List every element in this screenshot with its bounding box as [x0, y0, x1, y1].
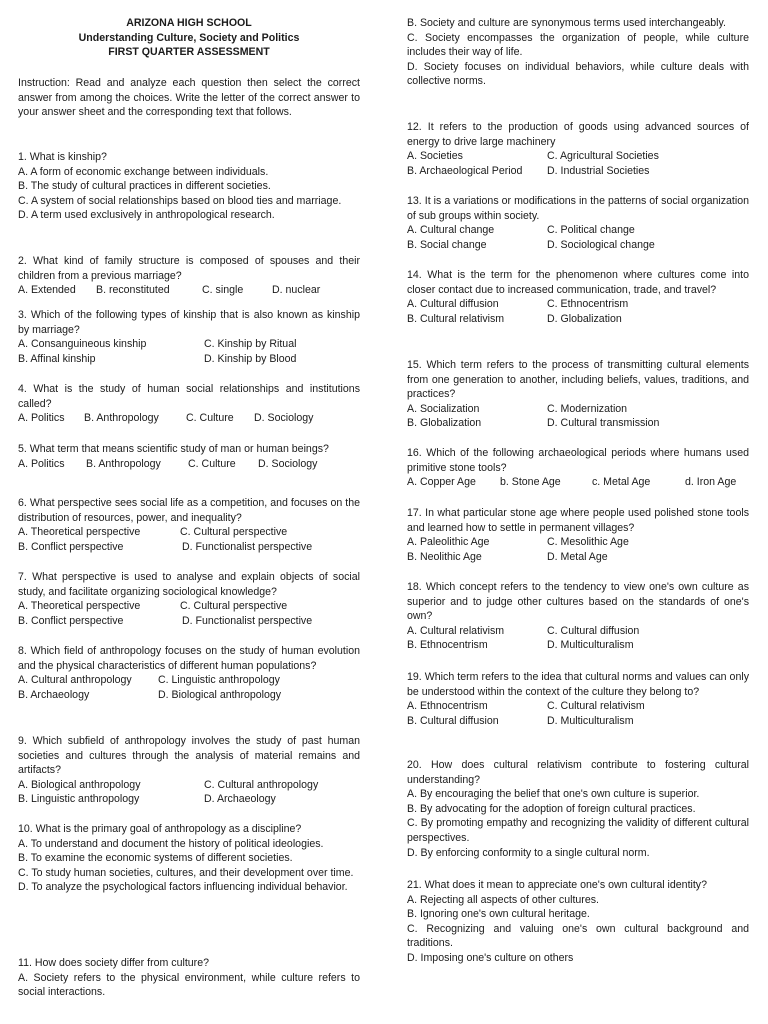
choice-d: D. By enforcing conformity to a single cultural norm. — [407, 846, 650, 859]
choice-a: A. Society refers to the physical environment, while culture refers to social interactions. — [18, 971, 360, 999]
choice-b: B. Conflict perspective — [18, 540, 124, 553]
choice-a: A. Cultural diffusion — [407, 298, 499, 311]
choice-d: D. Globalization — [547, 312, 622, 325]
question-1 — [18, 150, 360, 223]
question-text: 19. Which term refers to the idea that cultural norms and values can only be understood within the context of the culture they belong to? — [407, 671, 749, 698]
choices-row-2 — [407, 238, 749, 253]
question-14 — [407, 268, 749, 326]
choice-c: C. Agricultural Societies — [547, 150, 659, 163]
choice-b: B. By advocating for the adoption of foreign cultural practices. — [407, 802, 696, 815]
choice-b: B. Neolithic Age — [407, 550, 482, 563]
question-text: 16. Which of the following archaeological periods where humans used primitive stone tools? — [407, 447, 749, 474]
question-text: 7. What perspective is used to analyse and explain objects of social study, and facilitate organizing sociological knowledge? — [18, 571, 360, 598]
choice-c: C. Modernization — [547, 402, 628, 415]
choice-a: A. Societies — [407, 150, 463, 163]
question-20 — [407, 758, 749, 860]
choice-d: D. Biological anthropology — [158, 688, 282, 701]
choice-a: A. Consanguineous kinship — [18, 338, 147, 351]
choice-d: D. Functionalist perspective — [182, 614, 313, 627]
choice-b: B. Conflict perspective — [18, 614, 124, 627]
choice-b: B. Ignoring one's own cultural heritage. — [407, 908, 590, 921]
choice-a: A. Extended — [18, 284, 76, 297]
choice-c: C. Cultural diffusion — [547, 624, 640, 637]
choice-d: D. Archaeology — [204, 793, 276, 806]
choices-row-1 — [18, 525, 360, 540]
choice-d: D. A term used exclusively in anthropological research. — [18, 209, 275, 222]
choices-row-2 — [407, 312, 749, 327]
choice-b: B. To examine the economic systems of different societies. — [18, 852, 293, 865]
choices-row-1 — [18, 599, 360, 614]
choice-b: B. Anthropology — [84, 412, 159, 425]
choice-a: A. Ethnocentrism — [407, 700, 488, 713]
choices-row — [18, 283, 360, 298]
choices-row-1 — [18, 778, 360, 793]
choice-a: A. Politics — [18, 457, 65, 470]
question-21 — [407, 878, 749, 966]
question-9 — [18, 734, 360, 807]
choice-a: A. Socialization — [407, 402, 480, 415]
choice-c: C. Kinship by Ritual — [204, 338, 297, 351]
choice-b: B. Affinal kinship — [18, 352, 96, 365]
choice-d: D. nuclear — [272, 284, 321, 297]
choice-b: B. The study of cultural practices in different societies. — [18, 180, 271, 193]
choices-row — [18, 411, 360, 426]
choices-row — [18, 457, 360, 472]
question-7 — [18, 570, 360, 628]
choice-c: C. single — [202, 284, 244, 297]
question-17 — [407, 506, 749, 564]
choice-a: A. Cultural relativism — [407, 624, 505, 637]
choice-a: A. By encouraging the belief that one's own culture is superior. — [407, 788, 700, 801]
question-13 — [407, 194, 749, 252]
choice-b: B. Archaeology — [18, 688, 90, 701]
choices-row-1 — [407, 699, 749, 714]
choice-b: b. Stone Age — [500, 476, 561, 489]
question-15 — [407, 358, 749, 431]
question-8 — [18, 644, 360, 702]
choice-c: C. Mesolithic Age — [547, 536, 629, 549]
question-text: 18. Which concept refers to the tendency to view one's own culture as superior and to judge other cultures based on the standards of one's own? — [407, 581, 749, 623]
choice-d: D. Society focuses on individual behaviors, while culture deals with collective norms. — [407, 60, 749, 88]
choices-row — [407, 475, 749, 490]
school-name: ARIZONA HIGH SCHOOL — [126, 17, 252, 29]
instruction: Instruction: Read and analyze each question then select the correct answer from among the choices. Write the letter of the correct answer to your answer sheet and the corresponding text that follows. — [18, 77, 360, 119]
question-text: 12. It refers to the production of goods using advanced sources of energy to drive large machinery — [407, 121, 749, 148]
question-text: 2. What kind of family structure is composed of spouses and their children from a previous marriage? — [18, 255, 360, 282]
question-text: 8. Which field of anthropology focuses on the study of human evolution and the physical characteristics of different human populations? — [18, 645, 360, 672]
choice-c: C. Recognizing and valuing one's own cultural background and traditions. — [407, 922, 749, 950]
choice-c: c. Metal Age — [592, 476, 651, 489]
choices-row-2 — [18, 352, 360, 367]
choice-c: C. Cultural relativism — [547, 700, 645, 713]
question-text: 11. How does society differ from culture? — [18, 957, 209, 969]
choice-a: A. To understand and document the history of political ideologies. — [18, 837, 324, 850]
choice-a: A. Copper Age — [407, 476, 476, 489]
question-text: 21. What does it mean to appreciate one's own cultural identity? — [407, 879, 707, 891]
choice-d: D. Kinship by Blood — [204, 352, 297, 365]
choices-row-2 — [407, 638, 749, 653]
subject-title: Understanding Culture, Society and Politics — [78, 31, 300, 44]
question-16 — [407, 446, 749, 490]
question-text: 10. What is the primary goal of anthropology as a discipline? — [18, 823, 302, 835]
choice-b: B. Anthropology — [86, 457, 161, 470]
choice-c: C. Society encompasses the organization of people, while culture includes their way of life. — [407, 31, 749, 59]
question-text: 6. What perspective sees social life as a competition, and focuses on the distribution of resources, power, and inequality? — [18, 497, 360, 524]
question-3 — [18, 308, 360, 366]
choice-c: C. Culture — [186, 412, 234, 425]
choice-c: C. Cultural perspective — [180, 526, 288, 539]
choice-d: D. Imposing one's culture on others — [407, 951, 574, 964]
choice-d: D. Multiculturalism — [547, 714, 634, 727]
choice-a: A. Cultural change — [407, 224, 495, 237]
choice-c: C. Ethnocentrism — [547, 298, 629, 311]
choice-d: D. Sociology — [254, 412, 314, 425]
question-18 — [407, 580, 749, 653]
choice-a: A. Biological anthropology — [18, 778, 141, 791]
question-text: 1. What is kinship? — [18, 151, 107, 163]
choice-b: B. Archaeological Period — [407, 164, 523, 177]
choice-a: A. Paleolithic Age — [407, 536, 490, 549]
choices-row-2 — [18, 614, 360, 629]
question-text: 3. Which of the following types of kinship that is also known as kinship by marriage? — [18, 309, 360, 336]
choice-d: D. Cultural transmission — [547, 417, 660, 430]
choice-c: C. Linguistic anthropology — [158, 674, 280, 687]
question-text: 5. What term that means scientific study of man or human beings? — [18, 443, 329, 455]
choices-row-2 — [18, 688, 360, 703]
choice-d: D. To analyze the psychological factors influencing individual behavior. — [18, 881, 348, 894]
choice-d: D. Metal Age — [547, 550, 608, 563]
question-11-continued — [407, 16, 749, 89]
choices-row-1 — [407, 223, 749, 238]
choices-row-2 — [407, 164, 749, 179]
choices-row-1 — [407, 402, 749, 417]
choice-c: C. To study human societies, cultures, and their development over time. — [18, 866, 354, 879]
question-text: 9. Which subfield of anthropology involves the study of past human societies and cultures through the analysis of material remains and artifacts? — [18, 735, 360, 777]
choice-c: C. Cultural perspective — [180, 600, 288, 613]
choice-d: D. Functionalist perspective — [182, 540, 313, 553]
question-text: 13. It is a variations or modifications in the patterns of social organization of sub groups within society. — [407, 195, 749, 222]
choices-row-1 — [407, 624, 749, 639]
choice-d: D. Sociological change — [547, 238, 655, 251]
choice-d: D. Multiculturalism — [547, 639, 634, 652]
choice-c: C. A system of social relationships based on blood ties and marriage. — [18, 194, 342, 207]
choice-b: B. Cultural relativism — [407, 312, 505, 325]
choice-c: C. Political change — [547, 224, 635, 237]
question-4 — [18, 382, 360, 426]
choice-a: A. Theoretical perspective — [18, 526, 141, 539]
choices-row-2 — [407, 416, 749, 431]
choice-b: B. Globalization — [407, 417, 482, 430]
question-text: 20. How does cultural relativism contribute to fostering cultural understanding? — [407, 759, 749, 786]
question-11 — [18, 956, 360, 1000]
choice-a: A. Cultural anthropology — [18, 674, 132, 687]
choices-row-2 — [407, 714, 749, 729]
choices-row-1 — [407, 535, 749, 550]
choice-a: A. Rejecting all aspects of other cultures. — [407, 893, 599, 906]
choice-b: B. Society and culture are synonymous terms used interchangeably. — [407, 17, 726, 29]
choice-a: A. A form of economic exchange between individuals. — [18, 165, 269, 178]
question-19 — [407, 670, 749, 728]
choice-d: D. Sociology — [258, 457, 318, 470]
choice-c: C. Cultural anthropology — [204, 778, 319, 791]
choices-row-2 — [18, 792, 360, 807]
choice-a: A. Politics — [18, 412, 65, 425]
choice-b: B. Linguistic anthropology — [18, 793, 140, 806]
choice-b: B. reconstituted — [96, 284, 170, 297]
question-5 — [18, 442, 360, 471]
choice-c: C. Culture — [188, 457, 236, 470]
question-text: 4. What is the study of human social relationships and institutions called? — [18, 383, 360, 410]
question-text: 14. What is the term for the phenomenon where cultures come into closer contact due to increased communication, trade, and travel? — [407, 269, 749, 296]
choice-d: D. Industrial Societies — [547, 164, 650, 177]
question-2 — [18, 254, 360, 298]
choices-row-1 — [18, 673, 360, 688]
choices-row-1 — [407, 297, 749, 312]
choice-b: B. Ethnocentrism — [407, 639, 488, 652]
choices-row-1 — [407, 149, 749, 164]
choice-a: A. Theoretical perspective — [18, 600, 141, 613]
choice-b: B. Social change — [407, 238, 487, 251]
question-text: 15. Which term refers to the process of transmitting cultural elements from one generation to another, including beliefs, values, traditions, and practices? — [407, 359, 749, 401]
question-12 — [407, 120, 749, 178]
choice-c: C. By promoting empathy and recognizing the validity of different cultural perspectives. — [407, 817, 749, 844]
choices-row-2 — [18, 540, 360, 555]
question-text: 17. In what particular stone age where people used polished stone tools and learned how to settle in permanent villages? — [407, 507, 749, 534]
question-6 — [18, 496, 360, 554]
document-header — [18, 16, 360, 60]
question-10 — [18, 822, 360, 895]
choice-b: B. Cultural diffusion — [407, 714, 499, 727]
assessment-title: FIRST QUARTER ASSESSMENT — [108, 46, 270, 59]
choices-row-2 — [407, 550, 749, 565]
choice-d: d. Iron Age — [685, 476, 737, 489]
choices-row-1 — [18, 337, 360, 352]
